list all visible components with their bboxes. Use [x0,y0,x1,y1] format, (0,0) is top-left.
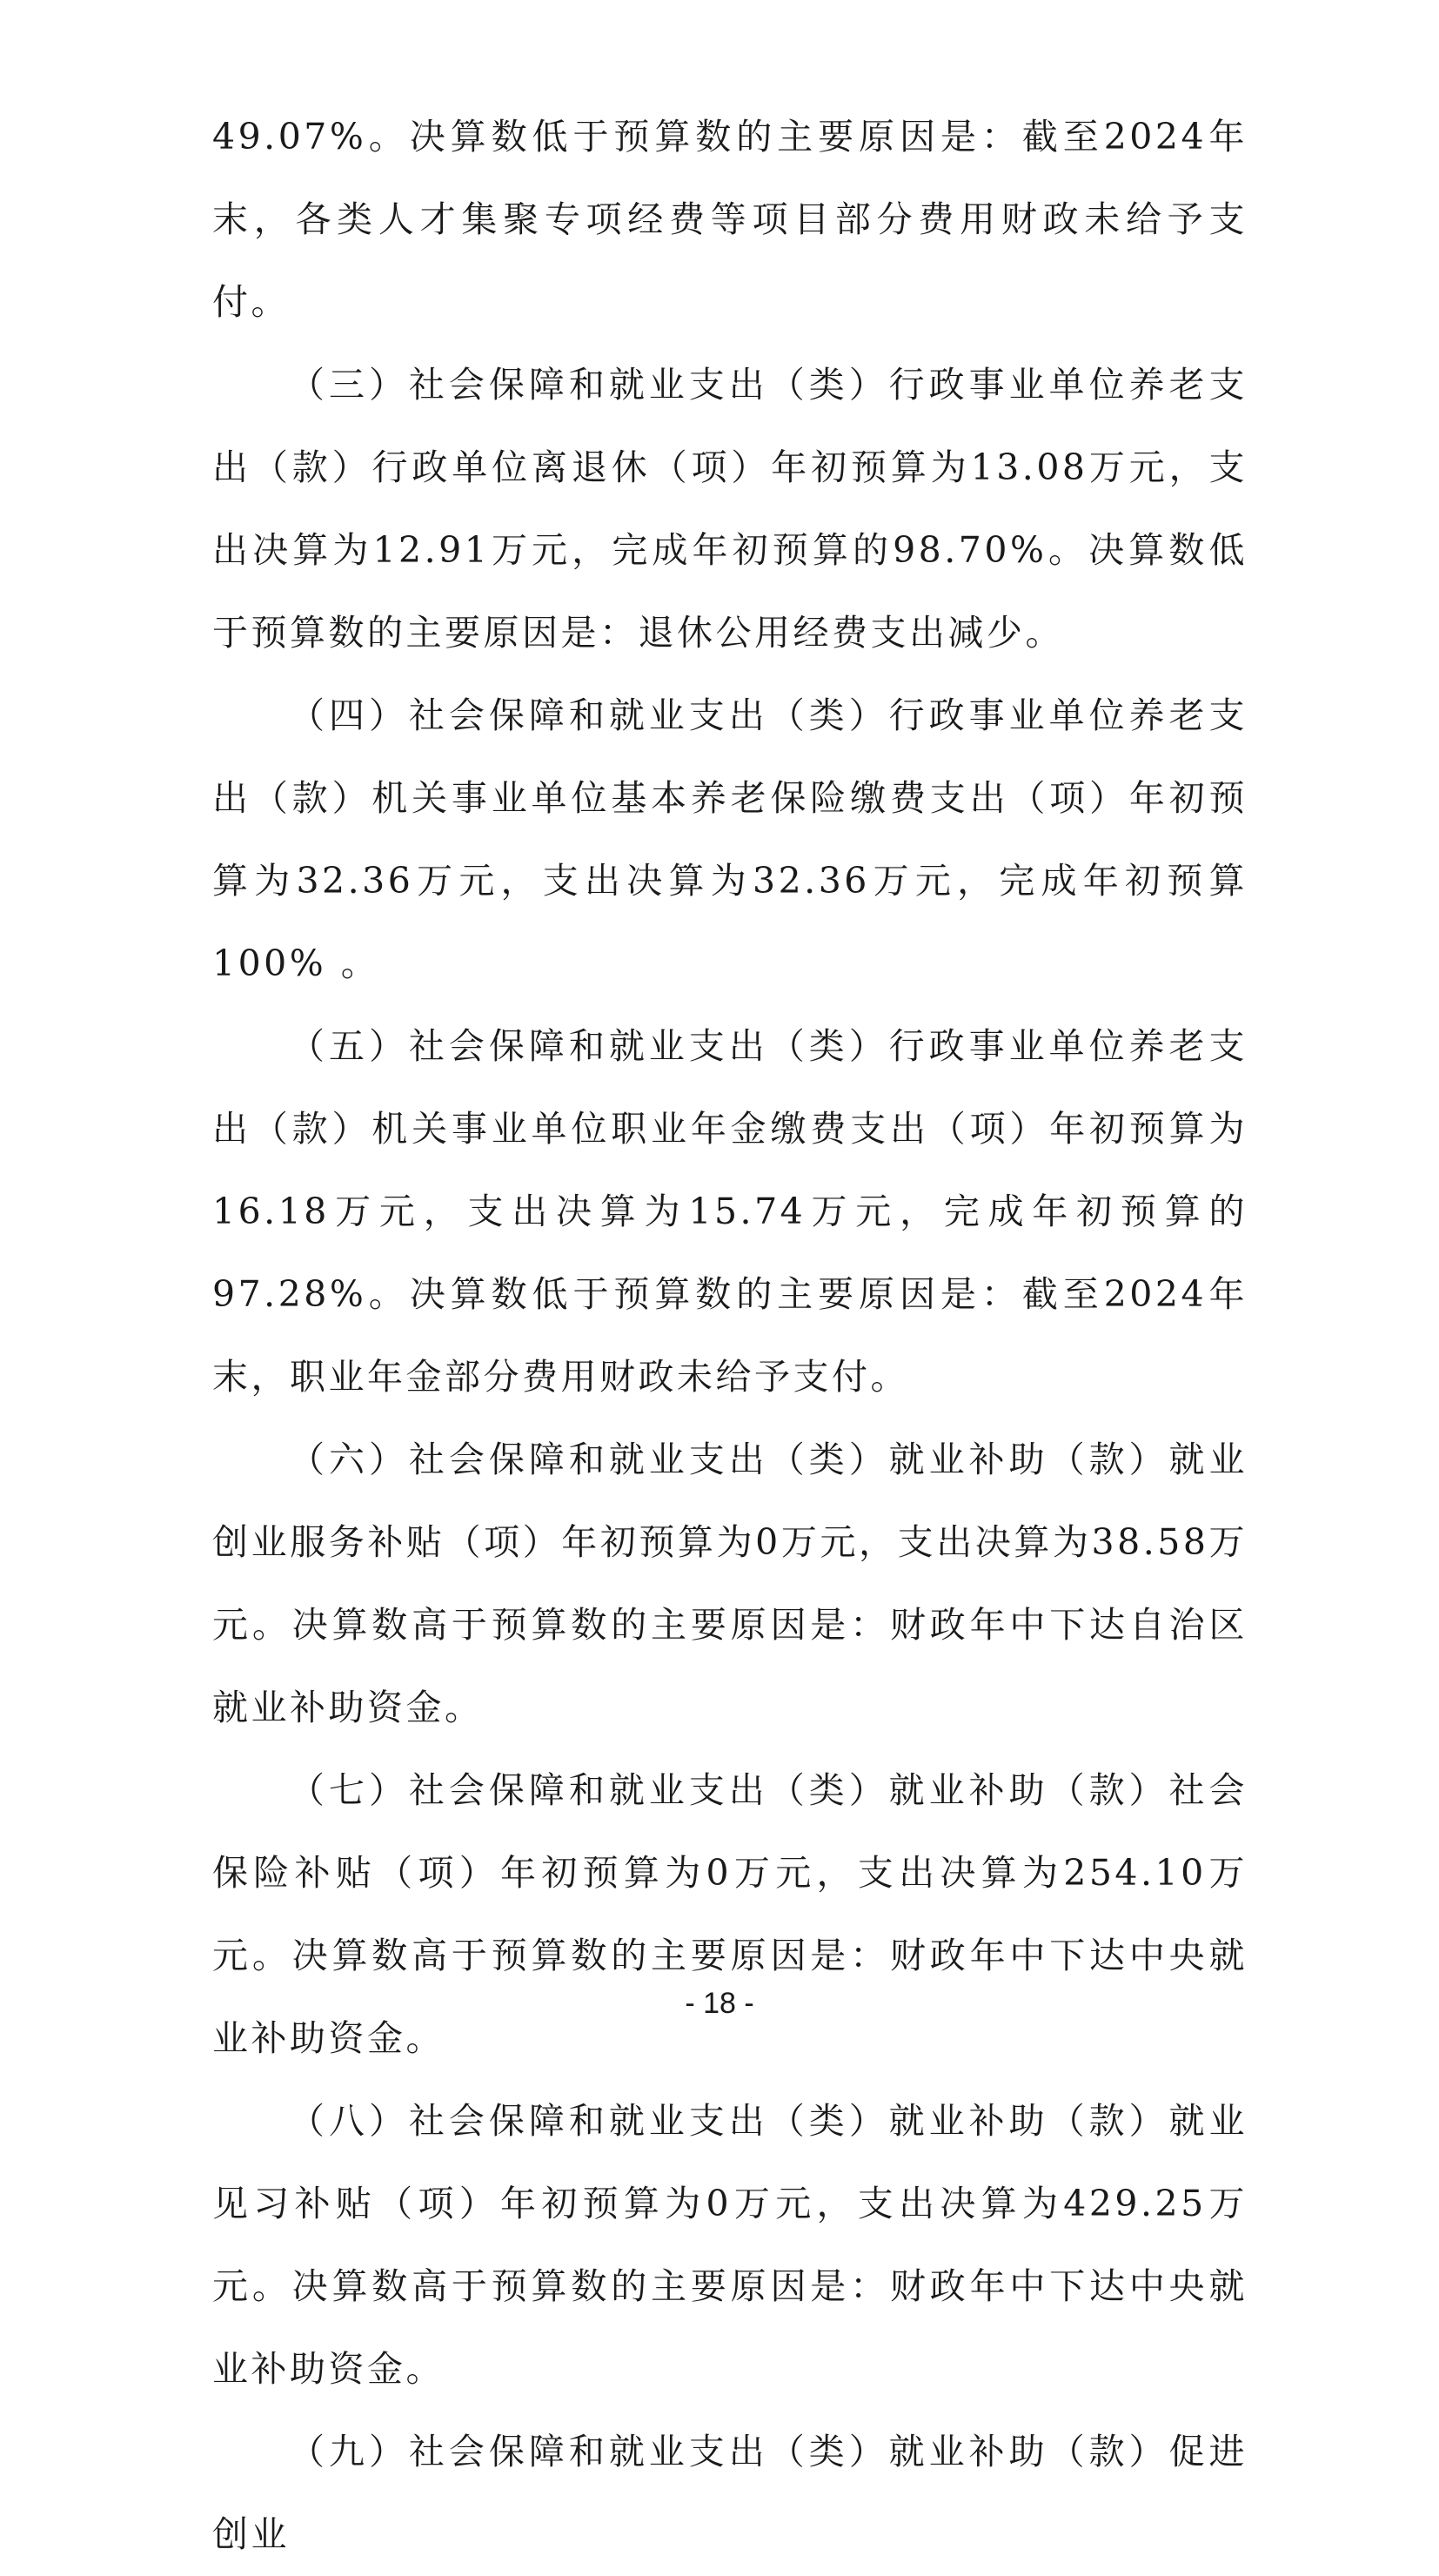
paragraph-item-5: （五）社会保障和就业支出（类）行政事业单位养老支出（款）机关事业单位职业年金缴费支出（项）年初预算为16.18万元，支出决算为15.74万元，完成年初预算的97.28%。决算数低于预算数的主要原因是：截至2024年末，职业年金部分费用财政未给予支付。 [212,1025,1248,1398]
paragraph-item-6: （六）社会保障和就业支出（类）就业补助（款）就业创业服务补贴（项）年初预算为0万元，支出决算为38.58万元。决算数高于预算数的主要原因是：财政年中下达自治区就业补助资金。 [212,1439,1248,1728]
page-number: - 18 - [685,1987,754,2020]
paragraph-continuation: 49.07%。决算数低于预算数的主要原因是：截至2024年末，各类人才集聚专项经费等项目部分费用财政未给予支付。 [212,116,1248,323]
document-body [212,96,1248,2576]
paragraph-item-3: （三）社会保障和就业支出（类）行政事业单位养老支出（款）行政单位离退休（项）年初预算为13.08万元，支出决算为12.91万元，完成年初预算的98.70%。决算数低于预算数的主要原因是：退休公用经费支出减少。 [212,364,1248,654]
paragraph-item-4: （四）社会保障和就业支出（类）行政事业单位养老支出（款）机关事业单位基本养老保险缴费支出（项）年初预算为32.36万元，支出决算为32.36万元，完成年初预算100% 。 [212,694,1248,984]
paragraph-item-9: （九）社会保障和就业支出（类）就业补助（款）促进创业 [212,2431,1248,2555]
paragraph-item-8: （八）社会保障和就业支出（类）就业补助（款）就业见习补贴（项）年初预算为0万元，支出决算为429.25万元。决算数高于预算数的主要原因是：财政年中下达中央就业补助资金。 [212,2100,1248,2390]
paragraph-item-7: （七）社会保障和就业支出（类）就业补助（款）社会保险补贴（项）年初预算为0万元，支出决算为254.10万元。决算数高于预算数的主要原因是：财政年中下达中央就业补助资金。 [212,1769,1248,2059]
